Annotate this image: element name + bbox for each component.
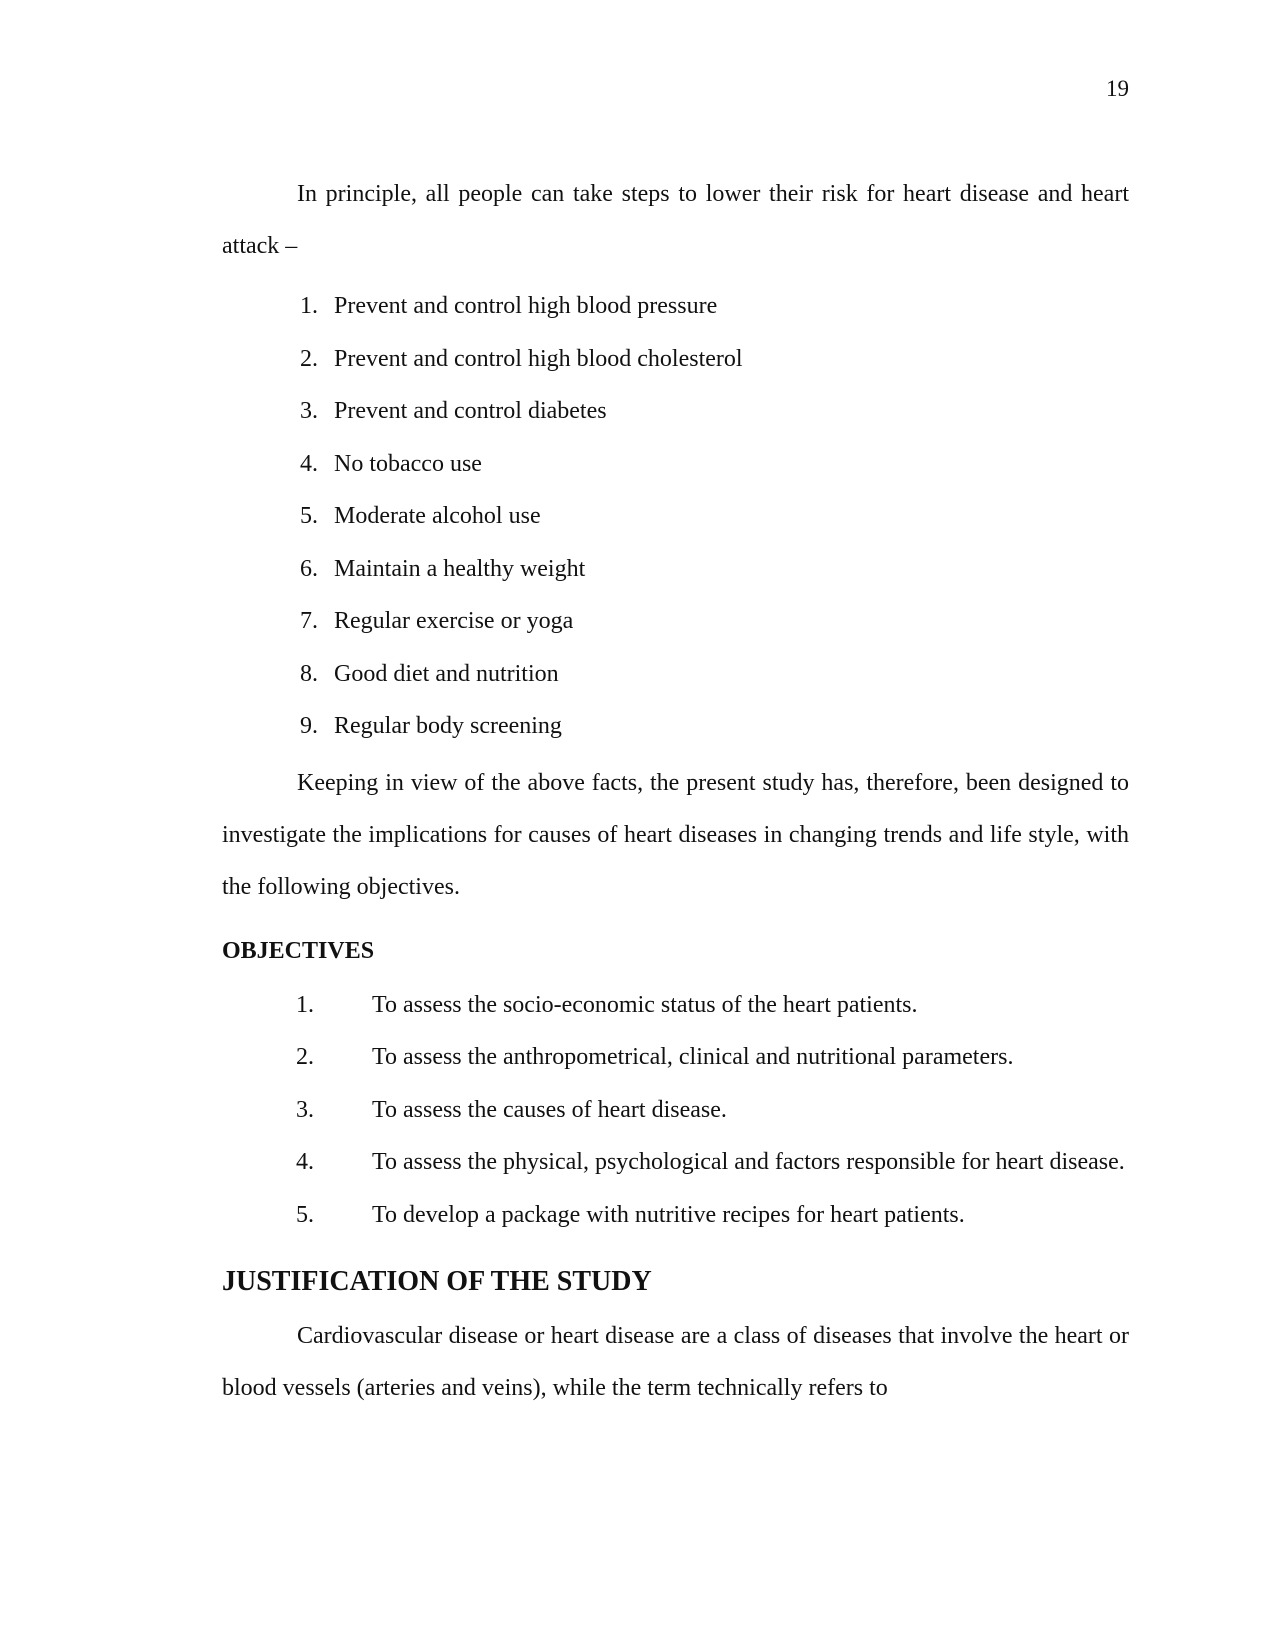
list-item bbox=[222, 595, 1129, 648]
list-item-number: 4. bbox=[300, 450, 318, 477]
list-item bbox=[222, 438, 1129, 491]
list-item-number: 3. bbox=[300, 398, 318, 424]
list-item-text: To assess the socio-economic status of the heart patients. bbox=[372, 991, 918, 1018]
risk-steps-list bbox=[222, 280, 1129, 753]
list-item bbox=[222, 1088, 1129, 1133]
list-item-number: 2. bbox=[300, 345, 318, 372]
list-item-number: 7. bbox=[300, 608, 318, 634]
list-item bbox=[222, 700, 1129, 753]
list-item-number: 3. bbox=[296, 1096, 314, 1123]
list-item bbox=[222, 1035, 1129, 1080]
list-item bbox=[222, 490, 1129, 543]
list-item-text: Regular exercise or yoga bbox=[334, 608, 574, 634]
justification-paragraph: Cardiovascular disease or heart disease are a class of diseases that involve the heart or blood vessels (arteries and veins), while the term technically refers to bbox=[222, 1322, 1129, 1401]
list-item bbox=[222, 1193, 1129, 1238]
list-item-text: Prevent and control high blood cholesterol bbox=[334, 345, 743, 372]
list-item-number: 8. bbox=[300, 660, 318, 687]
list-item-number: 5. bbox=[300, 503, 318, 529]
list-item-number: 9. bbox=[300, 713, 318, 739]
list-item-number: 6. bbox=[300, 555, 318, 582]
list-item-text: To assess the physical, psychological and factors responsible for heart disease. bbox=[372, 1149, 1125, 1175]
page-content bbox=[222, 168, 1129, 1414]
list-item-number: 5. bbox=[296, 1201, 314, 1228]
intro-paragraph: In principle, all people can take steps to lower their risk for heart disease and heart attack – bbox=[222, 181, 1129, 259]
list-item-text: To assess the causes of heart disease. bbox=[372, 1096, 727, 1123]
justification-heading: JUSTIFICATION OF THE STUDY bbox=[222, 1265, 652, 1297]
list-item bbox=[222, 983, 1129, 1028]
list-item-text: Regular body screening bbox=[334, 713, 562, 739]
list-item-text: Maintain a healthy weight bbox=[334, 555, 586, 582]
list-item-text: To develop a package with nutritive recipes for heart patients. bbox=[372, 1201, 965, 1228]
list-item-text: Moderate alcohol use bbox=[334, 503, 541, 529]
list-item-text: No tobacco use bbox=[334, 450, 482, 477]
list-item bbox=[222, 333, 1129, 386]
list-item-number: 2. bbox=[296, 1044, 314, 1070]
list-item bbox=[222, 1140, 1129, 1185]
objectives-list bbox=[222, 983, 1129, 1238]
list-item-text: Good diet and nutrition bbox=[334, 660, 559, 687]
list-item-number: 1. bbox=[296, 991, 314, 1018]
list-item-number: 4. bbox=[296, 1149, 314, 1175]
objectives-heading: OBJECTIVES bbox=[222, 937, 375, 964]
list-item-number: 1. bbox=[300, 293, 318, 319]
list-item bbox=[222, 385, 1129, 438]
list-item bbox=[222, 280, 1129, 333]
list-item-text: Prevent and control diabetes bbox=[334, 398, 607, 424]
page-number: 19 bbox=[1106, 76, 1129, 101]
list-item-text: To assess the anthropometrical, clinical and nutritional parameters. bbox=[372, 1044, 1014, 1070]
study-paragraph: Keeping in view of the above facts, the present study has, therefore, been designed to investigate the implications for causes of heart diseases in changing trends and life style, with the following objectives. bbox=[222, 769, 1129, 900]
list-item-text: Prevent and control high blood pressure bbox=[334, 293, 718, 319]
list-item bbox=[222, 543, 1129, 596]
list-item bbox=[222, 648, 1129, 701]
